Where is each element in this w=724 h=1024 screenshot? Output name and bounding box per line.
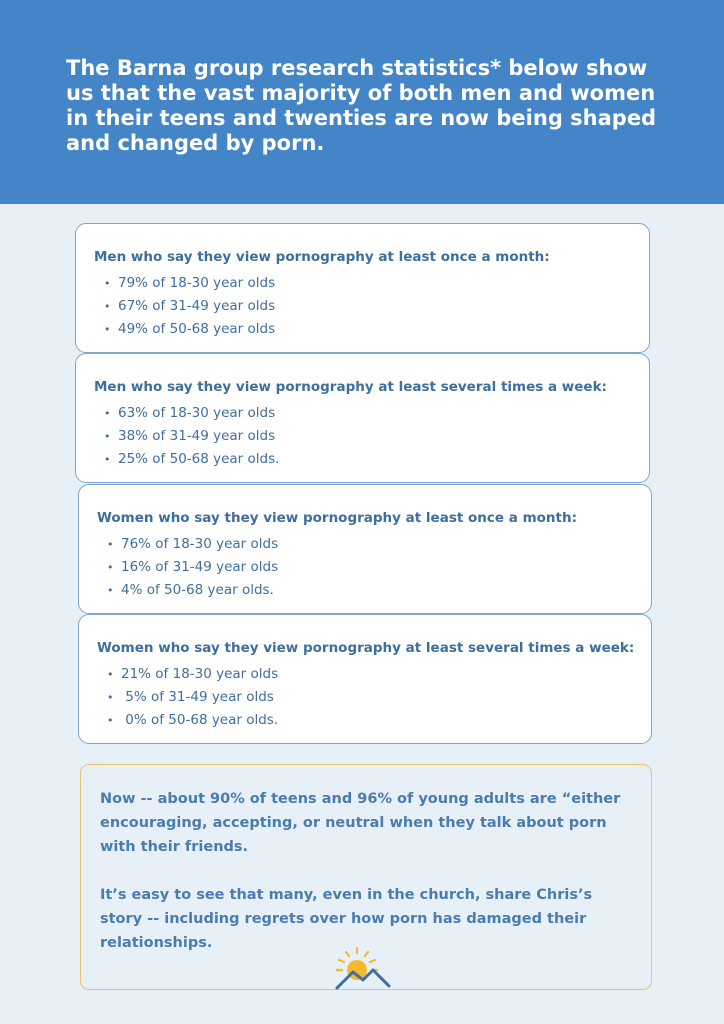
stat-list — [104, 272, 275, 341]
card-title: Men who say they view pornography at least once a month: — [94, 249, 550, 265]
callout-paragraph-2: It’s easy to see that many, even in the church, share Chris’s story -- including regrets over how porn has damaged their relationships. — [100, 887, 593, 951]
card-title: Women who say they view pornography at least once a month: — [97, 510, 577, 526]
list-item: • 67% of 31-49 year olds — [104, 295, 275, 318]
list-item: • 4% of 50-68 year olds. — [107, 579, 278, 602]
bullet-icon: • — [104, 453, 111, 466]
list-item: • 76% of 18-30 year olds — [107, 533, 278, 556]
stat-card-women-monthly — [78, 484, 652, 614]
list-item: • 5% of 31-49 year olds — [107, 686, 278, 709]
bullet-icon: • — [107, 668, 114, 681]
bullet-icon: • — [104, 407, 111, 420]
card-title: Women who say they view pornography at least several times a week: — [97, 640, 635, 656]
bullet-icon: • — [104, 300, 111, 313]
bullet-icon: • — [107, 561, 114, 574]
bullet-icon: • — [107, 714, 114, 727]
stat-list — [107, 533, 278, 602]
stat-list — [107, 663, 278, 732]
list-item: • 25% of 50-68 year olds. — [104, 448, 279, 471]
list-item: • 21% of 18-30 year olds — [107, 663, 278, 686]
card-title: Men who say they view pornography at least several times a week: — [94, 379, 607, 395]
stat-card-women-weekly — [78, 614, 652, 744]
bullet-icon: • — [104, 323, 111, 336]
list-item: • 63% of 18-30 year olds — [104, 402, 279, 425]
header-text: The Barna group research statistics* below show us that the vast majority of both men and women in their teens and twenties are now being shaped and changed by porn. — [66, 56, 657, 155]
list-item: • 79% of 18-30 year olds — [104, 272, 275, 295]
header-banner — [0, 0, 724, 204]
bullet-icon: • — [107, 584, 114, 597]
bullet-icon: • — [107, 691, 114, 704]
list-item: • 0% of 50-68 year olds. — [107, 709, 278, 732]
sun-mountain-logo-icon — [335, 946, 391, 990]
callout-paragraph-1: Now -- about 90% of teens and 96% of young adults are “either encouraging, accepting, or neutral when they talk about porn with their friends. — [100, 791, 621, 855]
bullet-icon: • — [104, 430, 111, 443]
bullet-icon: • — [107, 538, 114, 551]
list-item: • 16% of 31-49 year olds — [107, 556, 278, 579]
stat-card-men-monthly — [75, 223, 650, 353]
list-item: • 38% of 31-49 year olds — [104, 425, 279, 448]
list-item: • 49% of 50-68 year olds — [104, 318, 275, 341]
stat-card-men-weekly — [75, 353, 650, 483]
bullet-icon: • — [104, 277, 111, 290]
stat-list — [104, 402, 279, 471]
